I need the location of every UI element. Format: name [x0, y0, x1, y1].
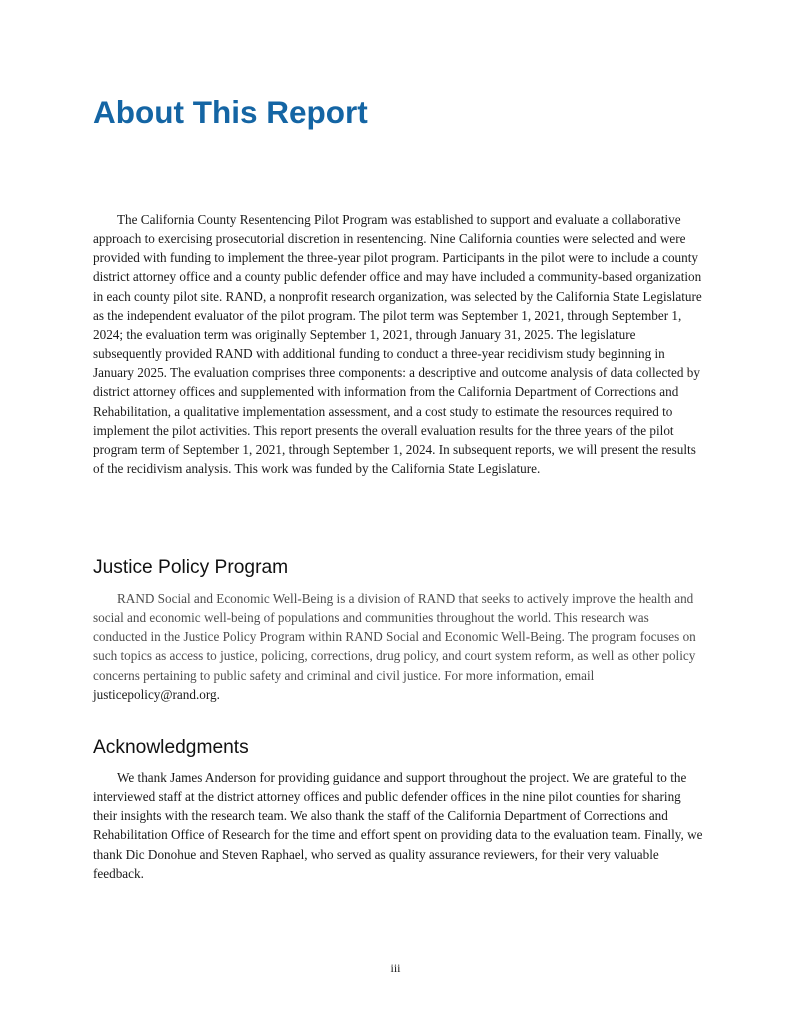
justice-policy-text: RAND Social and Economic Well-Being is a division of RAND that seeks to actively improve the health and social and economic well-being of populations and communities throughout the world. This research was conducted in the Justice Policy Program within RAND Social and Economic Well-Being. The program focuses on such topics as access to justice, policing, corrections, drug policy, and court system reform, as well as other policy concerns pertaining to public safety and criminal and civil justice. For more information, email — [93, 591, 696, 683]
justice-policy-heading: Justice Policy Program — [93, 557, 289, 578]
acknowledgments-heading: Acknowledgments — [93, 737, 249, 758]
sentence-end: . — [216, 686, 220, 702]
justice-policy-paragraph — [93, 589, 703, 704]
page-title: About This Report — [93, 94, 368, 130]
email-link[interactable]: justicepolicy@rand.org — [93, 686, 217, 702]
page-number: iii — [390, 961, 401, 975]
acknowledgments-paragraph: We thank James Anderson for providing guidance and support throughout the project. We are grateful to the interviewed staff at the district attorney offices and public defender offices in the nine pilot counties for sharing their insights with the research team. We also thank the staff of the California Department of Corrections and Rehabilitation Office of Research for the time and effort spent on providing data to the evaluation team. Finally, we thank Dic Donohue and Steven Raphael, who served as quality assurance reviewers, for their very valuable feedback. — [93, 770, 703, 881]
intro-paragraph: The California County Resentencing Pilot Program was established to support and evaluate a collaborative approach to exercising prosecutorial discretion in resentencing. Nine California counties were selected and were provided with funding to implement the three-year pilot program. Participants in the pilot were to include a county district attorney office and a county public defender office and may have included a community-based organization in each county pilot site. RAND, a nonprofit research organization, was selected by the California State Legislature as the independent evaluator of the pilot program. The pilot term was September 1, 2021, through September 1, 2024; the evaluation term was originally September 1, 2021, through January 31, 2025. The legislature subsequently provided RAND with additional funding to conduct a three-year recidivism study beginning in January 2025. The evaluation comprises three components: a descriptive and outcome analysis of data collected by district attorney offices and supplemented with information from the California Department of Corrections and Rehabilitation, a qualitative implementation assessment, and a cost study to estimate the resources required to implement the pilot activities. This report presents the overall evaluation results for the three years of the pilot program term of September 1, 2021, through September 1, 2024. In subsequent reports, we will present the results of the recidivism analysis. This work was funded by the California State Legislature. — [93, 212, 702, 477]
